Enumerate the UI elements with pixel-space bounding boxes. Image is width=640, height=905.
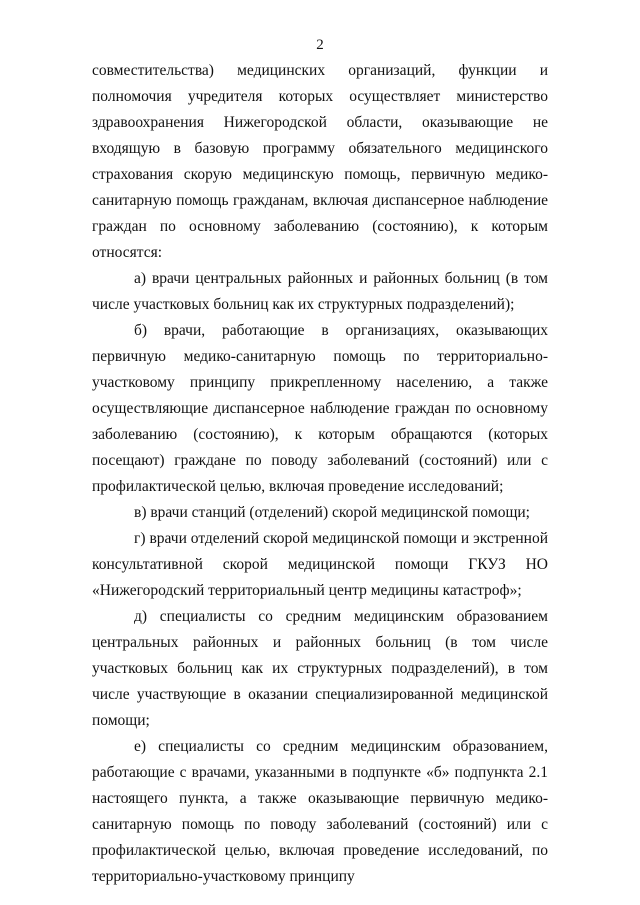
document-body: [92, 58, 548, 890]
list-item-d: д) специалисты со средним медицинским образованием центральных районных и районных больниц (в том числе участковых больниц как их структурных подразделений), в том числе участвующие в оказании специализированной медицинской помощи;: [92, 608, 548, 729]
list-item-a: а) врачи центральных районных и районных больниц (в том числе участковых больниц как их структурных подразделений);: [92, 270, 548, 313]
list-item-g: г) врачи отделений скорой медицинской помощи и экстренной консультативной скорой медицинской помощи ГКУЗ НО «Нижегородский территориальный центр медицины катастроф»;: [92, 530, 548, 599]
list-item-e: е) специалисты со средним медицинским образованием, работающие с врачами, указанными в подпункте «б» подпункта 2.1 настоящего пункта, а также оказывающие первичную медико-санитарную помощь по поводу заболеваний (состояний) или с профилактической целью, включая проведение исследований, по территориально-участковому принципу: [92, 738, 548, 885]
list-item-v: в) врачи станций (отделений) скорой медицинской помощи;: [134, 504, 530, 521]
list-item-b: б) врачи, работающие в организациях, оказывающих первичную медико-санитарную помощь по территориально-участковому принципу прикрепленному населению, а также осуществляющие диспансерное наблюдение граждан по основному заболеванию (состоянию), к которым обращаются (которых посещают) граждане по поводу заболеваний (состояний) или с профилактической целью, включая проведение исследований;: [92, 322, 548, 495]
page-number: 2: [316, 37, 324, 53]
paragraph-continuation: совместительства) медицинских организаций, функции и полномочия учредителя которых осуществляет министерство здравоохранения Нижегородской области, оказывающие не входящую в базовую программу обязательного медицинского страхования скорую медицинскую помощь, первичную медико-санитарную помощь гражданам, включая диспансерное наблюдение граждан по основному заболеванию (состоянию), к которым относятся:: [92, 62, 548, 261]
